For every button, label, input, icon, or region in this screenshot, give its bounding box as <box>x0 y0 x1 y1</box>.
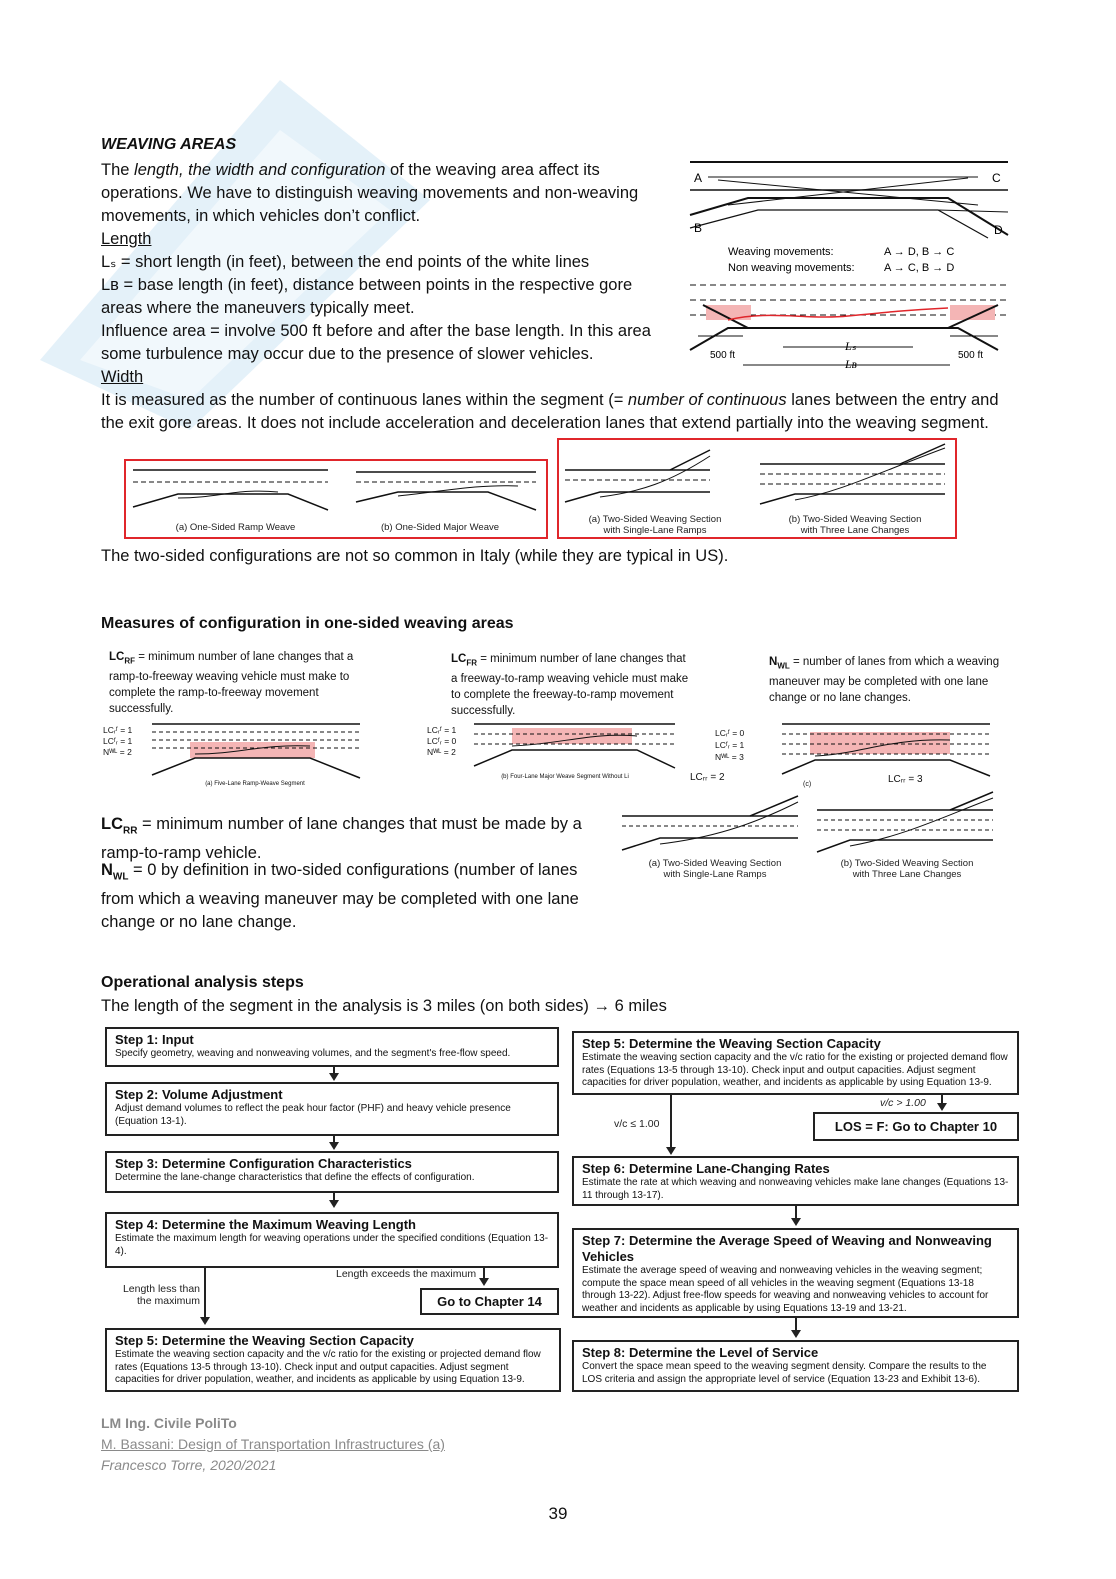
ft-left: 500 ft <box>710 350 736 361</box>
lcrr-3-label: LCᵣᵣ = 3 <box>888 774 923 785</box>
footer-link[interactable]: M. Bassani: Design of Transportation Infrastructures (a) <box>101 1436 445 1452</box>
weaving-label: Weaving movements: <box>728 246 834 258</box>
arrow-4-go14 <box>483 1268 485 1284</box>
influence-definition: Influence area = involve 500 ft before and after the base length. In this area some turbulence may occur due to the presence of slower vehicles. <box>101 322 651 363</box>
ls-definition: Lₛ = short length (in feet), between the end points of the white lines <box>101 253 590 271</box>
width-heading: Width <box>101 368 144 386</box>
lb-definition: Lʙ = base length (in feet), distance between points in the respective gore areas where the maneuvers typically meet. <box>101 276 633 317</box>
los-f-box: LOS = F: Go to Chapter 10 <box>813 1112 1019 1141</box>
nwl-zero-definition: $N_{WL} = 0$ by definition in two-sided configurations (number of lanes from which a weaving maneuver may be completed with one lane change or no lane change. <box>101 861 579 932</box>
nonweaving-label: Non weaving movements: <box>728 262 855 274</box>
footer-course: LM Ing. Civile PoliTo <box>101 1415 237 1431</box>
step-2-box: Step 2: Volume Adjustment Adjust demand volumes to reflect the peak hour factor (PHF) and heavy vehicle presence (Equation 13-1). <box>105 1082 559 1136</box>
fig-b-diagram <box>472 718 677 773</box>
measures-heading: Measures of configuration in one-sided weaving areas <box>101 615 514 632</box>
caption-one-sided-ramp: (a) One-Sided Ramp Weave <box>175 522 296 533</box>
fig-a-diagram <box>150 720 362 782</box>
arrow-4-5 <box>204 1268 206 1323</box>
step-3-box: Step 3: Determine Configuration Characteristics Determine the lane-change characteristics that define the effects of configuration. <box>105 1151 559 1193</box>
fig-c-caption: (c) <box>803 781 812 788</box>
ls-label: Lₛ <box>845 339 857 353</box>
length-less-label: Length less than the maximum <box>122 1283 200 1307</box>
length-exceeds-label: Length exceeds the maximum <box>336 1268 477 1280</box>
step-5-right-box: Step 5: Determine the Weaving Section Capacity Estimate the weaving section capacity and the v/c ratio for the existing or projected demand flow rates (Equations 13-5 through 13-10). Check input and output capacities. Adjust segment capacities for driver population, weather, and incidents as applicable by using Equation 13-9. <box>572 1031 1019 1095</box>
go-chapter-14-box: Go to Chapter 14 <box>420 1288 559 1315</box>
two-sided-a-diagram <box>620 790 800 856</box>
operational-line: The length of the segment in the analysis is 3 miles (on both sides) → 6 miles <box>101 997 667 1015</box>
intro-paragraph: The length, the width and configuration of the weaving area affect its operations. We have to distinguish weaving movements and non-weaving movements, in which vehicles don’t conflict. <box>101 161 639 225</box>
step-1-box: Step 1: Input Specify geometry, weaving and nonweaving volumes, and the segment's free-flow speed. <box>105 1027 559 1067</box>
section-title: WEAVING AREAS <box>101 136 237 153</box>
arrow-1-2 <box>333 1067 335 1079</box>
arrow-6-7 <box>795 1206 797 1224</box>
label-d: D <box>994 223 1003 237</box>
lcrr-2-label: LCᵣᵣ = 2 <box>690 772 725 783</box>
fig-a-values: LCᵣᶠ = 1 LCᶠᵣ = 1 Nᵂᴸ = 2 <box>103 725 133 757</box>
step-7-box: Step 7: Determine the Average Speed of Weaving and Nonweaving Vehicles Estimate the average speed of weaving and nonweaving vehicles in the weaving segment; compute the space mean speed of all vehicles in the weaving segment (Equations 13-18 through 13-22). Adjust free-flow speeds for weaving and nonweaving vehicles to account for weather and incidents as applicable by using Equations 13-19 and 13-21. <box>572 1228 1019 1318</box>
fig-b-caption: (b) Four-Lane Major Weave Segment Without Li <box>501 774 629 780</box>
footer-author: Francesco Torre, 2020/2021 <box>101 1457 277 1473</box>
caption-two-sided-a: (a) Two-Sided Weaving Section with Single-Lane Ramps <box>648 858 782 880</box>
one-sided-diagram <box>128 462 542 520</box>
caption-two-sided-three: (b) Two-Sided Weaving Section with Three Lane Changes <box>788 514 922 536</box>
two-sided-diagram <box>560 442 950 512</box>
weaving-value: A → D, B → C <box>884 246 955 258</box>
vc-greater-label: v/c > 1.00 <box>880 1097 926 1109</box>
weaving-diagram <box>688 160 1010 375</box>
arrow-7-8 <box>795 1318 797 1336</box>
fig-b-values: LCᵣᶠ = 1 LCᶠᵣ = 0 Nᵂᴸ = 2 <box>427 725 457 757</box>
width-paragraph: It is measured as the number of continuous lanes within the segment (= number of continuous lanes between the entry and the exit gore areas. It does not include acceleration and deceleration lanes that extend partially into the weaving segment. <box>101 391 999 432</box>
arrow-2-3 <box>333 1136 335 1148</box>
fig-c-values: LCᵣᶠ = 0 LCᶠᵣ = 1 Nᵂᴸ = 3 <box>715 728 745 762</box>
caption-one-sided-major: (b) One-Sided Major Weave <box>380 522 500 533</box>
arrow-5-6 <box>670 1095 672 1153</box>
lcfr-definition: $LC_{FR}$ = minimum number of lane changes that a freeway-to-ramp weaving vehicle must make to complete the freeway-to-ramp movement successfully. <box>451 653 689 718</box>
lcrr-definition: $LC_{RR}$ = minimum number of lane changes that must be made by a ramp-to-ramp vehicle. <box>101 815 582 863</box>
label-b: B <box>694 221 703 235</box>
vc-le-label: v/c ≤ 1.00 <box>614 1118 660 1130</box>
page-number: 39 <box>548 1504 568 1523</box>
label-a: A <box>694 171 703 185</box>
watermark-logo <box>20 60 440 440</box>
fig-c-diagram <box>780 720 992 778</box>
nwl-definition: $N_{WL}$ = number of lanes from which a weaving maneuver may be completed with one lane change or no lane changes. <box>769 656 1000 705</box>
nonweaving-value: A → C, B → D <box>884 262 955 274</box>
lb-label: Lʙ <box>845 357 857 371</box>
label-c: C <box>992 171 1001 185</box>
operational-heading: Operational analysis steps <box>101 974 304 991</box>
step-8-box: Step 8: Determine the Level of Service Convert the space mean speed to the weaving segment density. Compare the results to the LOS criteria and assign the appropriate level of service (Equation 13-23 and Exhibit 13-6). <box>572 1340 1019 1392</box>
caption-two-sided-single: (a) Two-Sided Weaving Section with Single-Lane Ramps <box>588 514 722 536</box>
arrow-5-los <box>941 1095 943 1109</box>
two-sided-b-diagram <box>815 790 995 856</box>
step-5-left-box: Step 5: Determine the Weaving Section Capacity Estimate the weaving section capacity and the v/c ratio for the existing or projected demand flow rates (Equations 13-5 through 13-10). Check input and output capacities. Adjust segment capacities for driver population, weather, and incidents as applicable by using Equation 13-9. <box>105 1328 561 1392</box>
step-4-box: Step 4: Determine the Maximum Weaving Length Estimate the maximum length for weaving operations under the specified conditions (Equation 13-4). <box>105 1212 559 1268</box>
length-heading: Length <box>101 230 152 248</box>
ft-right: 500 ft <box>958 350 984 361</box>
arrow-3-4 <box>333 1193 335 1206</box>
two-sided-note: The two-sided configurations are not so common in Italy (while they are typical in US). <box>101 547 729 565</box>
caption-two-sided-b: (b) Two-Sided Weaving Section with Three Lane Changes <box>840 858 974 880</box>
lcrf-definition: $LC_{RF}$ = minimum number of lane changes that a ramp-to-freeway weaving vehicle must make to complete the ramp-to-freeway movement successfully. <box>109 651 354 716</box>
fig-a-caption: (a) Five-Lane Ramp-Weave Segment <box>205 781 305 787</box>
step-6-box: Step 6: Determine Lane-Changing Rates Estimate the rate at which weaving and nonweaving vehicles make lane changes (Equations 13-11 through 13-17). <box>572 1156 1019 1206</box>
